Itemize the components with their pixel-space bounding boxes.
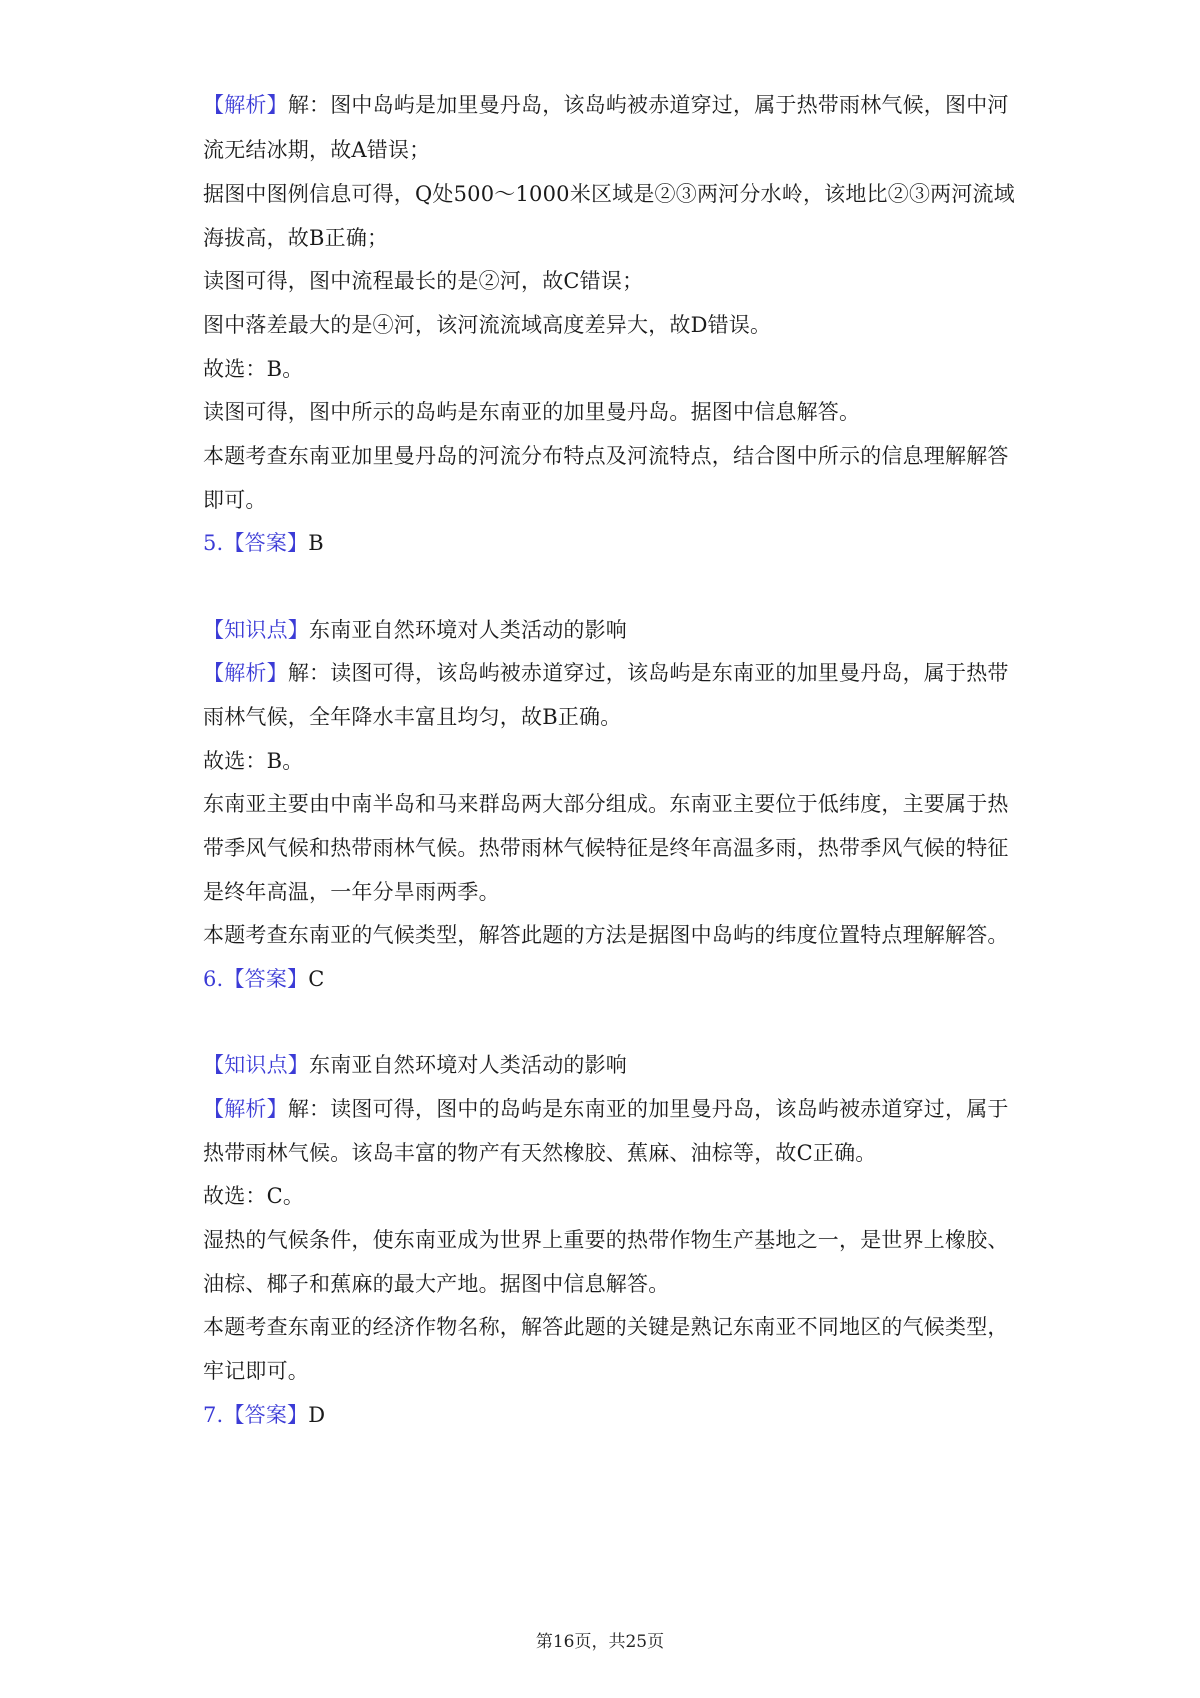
q5-analysis-line-6: 是终年高温，一年分旱雨两季。 xyxy=(203,880,500,904)
q7-answer-line xyxy=(203,1400,325,1430)
q4-analysis-line-4: 海拔高，故B正确； xyxy=(203,226,389,250)
q4-analysis-line-3: 据图中图例信息可得，Q处500～1000米区域是②③两河分水岭，该地比②③两河流域 xyxy=(203,182,1015,206)
q6-knowledge-line xyxy=(203,1050,627,1080)
q6-choice-line: 故选：C。 xyxy=(203,1184,305,1208)
knowledge-tag: 【知识点】 xyxy=(203,618,309,642)
q5-analysis-line-2: 雨林气候，全年降水丰富且均匀，故B正确。 xyxy=(203,705,622,729)
answer-value: D xyxy=(308,1403,326,1427)
q6-answer-line xyxy=(203,964,325,994)
knowledge-text: 东南亚自然环境对人类活动的影响 xyxy=(309,1053,627,1077)
analysis-text: 解：读图可得，该岛屿被赤道穿过，该岛屿是东南亚的加里曼丹岛，属于热带 xyxy=(287,661,1009,685)
q5-knowledge-line xyxy=(203,615,627,645)
document-page xyxy=(203,0,1015,1698)
question-number: 6. xyxy=(203,967,224,991)
q4-analysis-line-10: 即可。 xyxy=(203,488,267,512)
q6-analysis-line-2: 热带雨林气候。该岛丰富的物产有天然橡胶、蕉麻、油棕等，故C正确。 xyxy=(203,1141,877,1165)
q6-analysis-line-1 xyxy=(203,1094,1009,1124)
analysis-text: 解：图中岛屿是加里曼丹岛，该岛屿被赤道穿过，属于热带雨林气候，图中河 xyxy=(287,93,1009,117)
q4-analysis-line-8: 读图可得，图中所示的岛屿是东南亚的加里曼丹岛。据图中信息解答。 xyxy=(203,400,861,424)
q5-analysis-line-1 xyxy=(203,658,1009,688)
q6-analysis-line-5: 油棕、椰子和蕉麻的最大产地。据图中信息解答。 xyxy=(203,1272,670,1296)
q4-analysis-line-9: 本题考查东南亚加里曼丹岛的河流分布特点及河流特点，结合图中所示的信息理解解答 xyxy=(203,444,1009,468)
analysis-tag: 【解析】 xyxy=(203,93,288,117)
knowledge-text: 东南亚自然环境对人类活动的影响 xyxy=(309,618,627,642)
analysis-tag: 【解析】 xyxy=(203,661,288,685)
q5-analysis-line-7: 本题考查东南亚的气候类型，解答此题的方法是据图中岛屿的纬度位置特点理解解答。 xyxy=(203,923,1009,947)
q5-analysis-line-4: 东南亚主要由中南半岛和马来群岛两大部分组成。东南亚主要位于低纬度，主要属于热 xyxy=(203,792,1009,816)
answer-tag: 【答案】 xyxy=(223,531,309,555)
page-footer: 第16页，共25页 xyxy=(535,1632,665,1652)
answer-tag: 【答案】 xyxy=(223,1403,309,1427)
answer-tag: 【答案】 xyxy=(223,967,309,991)
q5-choice-line: 故选：B。 xyxy=(203,749,304,773)
knowledge-tag: 【知识点】 xyxy=(203,1053,309,1077)
q4-analysis-line-5: 读图可得，图中流程最长的是②河，故C错误； xyxy=(203,269,644,293)
q4-analysis-line-6: 图中落差最大的是④河，该河流流域高度差异大，故D错误。 xyxy=(203,313,772,337)
analysis-text: 解：读图可得，图中的岛屿是东南亚的加里曼丹岛，该岛屿被赤道穿过，属于 xyxy=(287,1097,1009,1121)
q6-analysis-line-7: 牢记即可。 xyxy=(203,1359,309,1383)
q5-analysis-line-5: 带季风气候和热带雨林气候。热带雨林气候特征是终年高温多雨，热带季风气候的特征 xyxy=(203,836,1009,860)
q6-analysis-line-4: 湿热的气候条件，使东南亚成为世界上重要的热带作物生产基地之一，是世界上橡胶、 xyxy=(203,1228,1009,1252)
question-number: 5. xyxy=(203,531,224,555)
answer-value: C xyxy=(308,967,325,991)
q4-choice-line: 故选：B。 xyxy=(203,357,304,381)
q6-analysis-line-6: 本题考查东南亚的经济作物名称，解答此题的关键是熟记东南亚不同地区的气候类型， xyxy=(203,1315,1009,1339)
question-number: 7. xyxy=(203,1403,224,1427)
analysis-tag: 【解析】 xyxy=(203,1097,288,1121)
q4-analysis-line-2: 流无结冰期，故A错误； xyxy=(203,138,431,162)
answer-value: B xyxy=(308,531,324,555)
q4-analysis-line-1 xyxy=(203,90,1009,120)
q5-answer-line xyxy=(203,528,324,558)
